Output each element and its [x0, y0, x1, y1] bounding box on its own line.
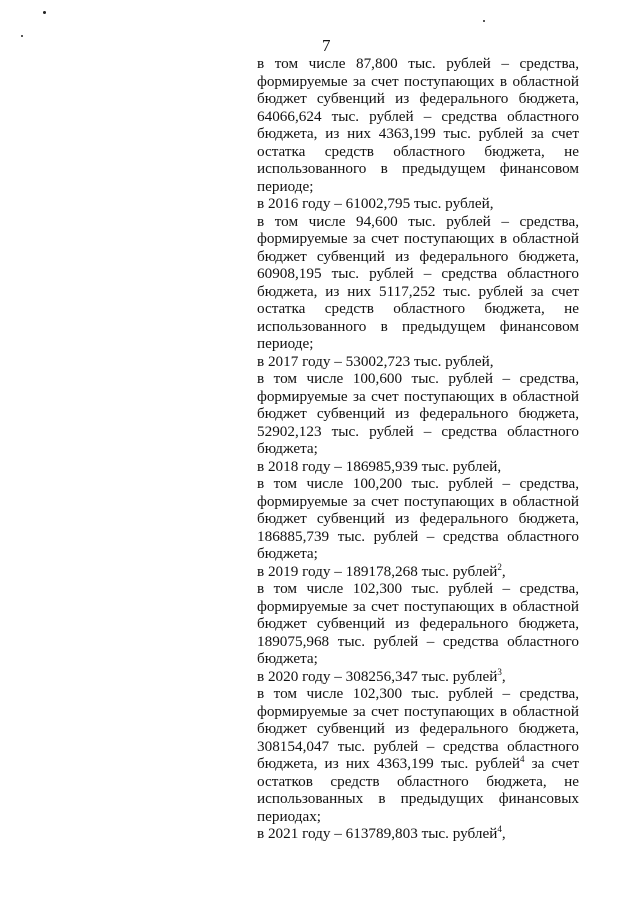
paragraph-detail-2020 — [257, 685, 579, 825]
year-2020-text: в 2020 году – 308256,347 тыс. рублей — [257, 667, 498, 685]
paragraph-year-2018: в 2018 году – 186985,939 тыс. рублей, — [257, 457, 502, 475]
paragraph-year-2019 — [257, 563, 579, 581]
footnote-mark-4b: 4 — [497, 824, 502, 834]
paragraph-detail-2019: в том числе 102,300 тыс. рублей – средства, формируемые за счет поступающих в областной бюджет субвенций из федерального бюджета, 189075,968 тыс. рублей – средства областного бюджета; — [257, 580, 579, 667]
page-number: 7 — [322, 36, 331, 55]
year-2021-text: в 2021 году – 613789,803 тыс. рублей — [257, 825, 498, 842]
paragraph-year-2016: в 2016 году – 61002,795 тыс. рублей, — [257, 195, 494, 212]
paragraph-year-2020 — [257, 668, 579, 686]
paragraph-detail-2016: в том числе 94,600 тыс. рублей – средства, формируемые за счет поступающих в областной бюджет субвенций из федерального бюджета, 60908,195 тыс. рублей – средства областного бюджета, из них 5117,252 тыс. рублей за счет остатка средств областного бюджета, не использованного в предыдущем финансовом периоде; — [257, 212, 579, 352]
year-2020-punct: , — [501, 667, 506, 685]
paragraph-detail-2015: в том числе 87,800 тыс. рублей – средства, формируемые за счет поступающих в областной бюджет субвенций из федерального бюджета, 64066,624 тыс. рублей – средства областного бюджета, из них 4363,199 тыс. рублей за счет остатка средств областного бюджета, не использованного в предыдущем финансовом периоде; — [257, 55, 579, 195]
scan-speck — [21, 35, 23, 37]
year-2019-punct: , — [501, 562, 506, 580]
year-2021-punct: , — [501, 825, 506, 842]
footnote-mark-2: 2 — [497, 561, 502, 572]
scan-speck — [43, 11, 46, 14]
paragraph-detail-2018: в том числе 100,200 тыс. рублей – средства, формируемые за счет поступающих в областной бюджет субвенций из федерального бюджета, 186885,739 тыс. рублей – средства областного бюджета; — [257, 475, 579, 562]
scan-speck — [483, 20, 485, 22]
year-2019-text: в 2019 году – 189178,268 тыс. рублей — [257, 562, 498, 580]
footnote-mark-4: 4 — [520, 754, 525, 764]
budget-text-column — [257, 55, 579, 843]
footnote-mark-3: 3 — [497, 666, 502, 677]
detail-2020-before: в том числе 102,300 тыс. рублей – средства, формируемые за счет поступающих в областной бюджет субвенций из федерального бюджета, 308154,047 тыс. рублей – средства областного бюджета, из них 4363,199 тыс. рублей — [257, 685, 579, 772]
paragraph-year-2021 — [257, 825, 579, 843]
paragraph-detail-2017: в том числе 100,600 тыс. рублей – средства, формируемые за счет поступающих в областной бюджет субвенций из федерального бюджета, 52902,123 тыс. рублей – средства областного бюджета; — [257, 370, 579, 457]
detail-2020-after: за счет остатков средств областного бюджета, не использованных в предыдущих финансовых периодах; — [257, 755, 579, 825]
paragraph-year-2017: в 2017 году – 53002,723 тыс. рублей, — [257, 352, 494, 370]
